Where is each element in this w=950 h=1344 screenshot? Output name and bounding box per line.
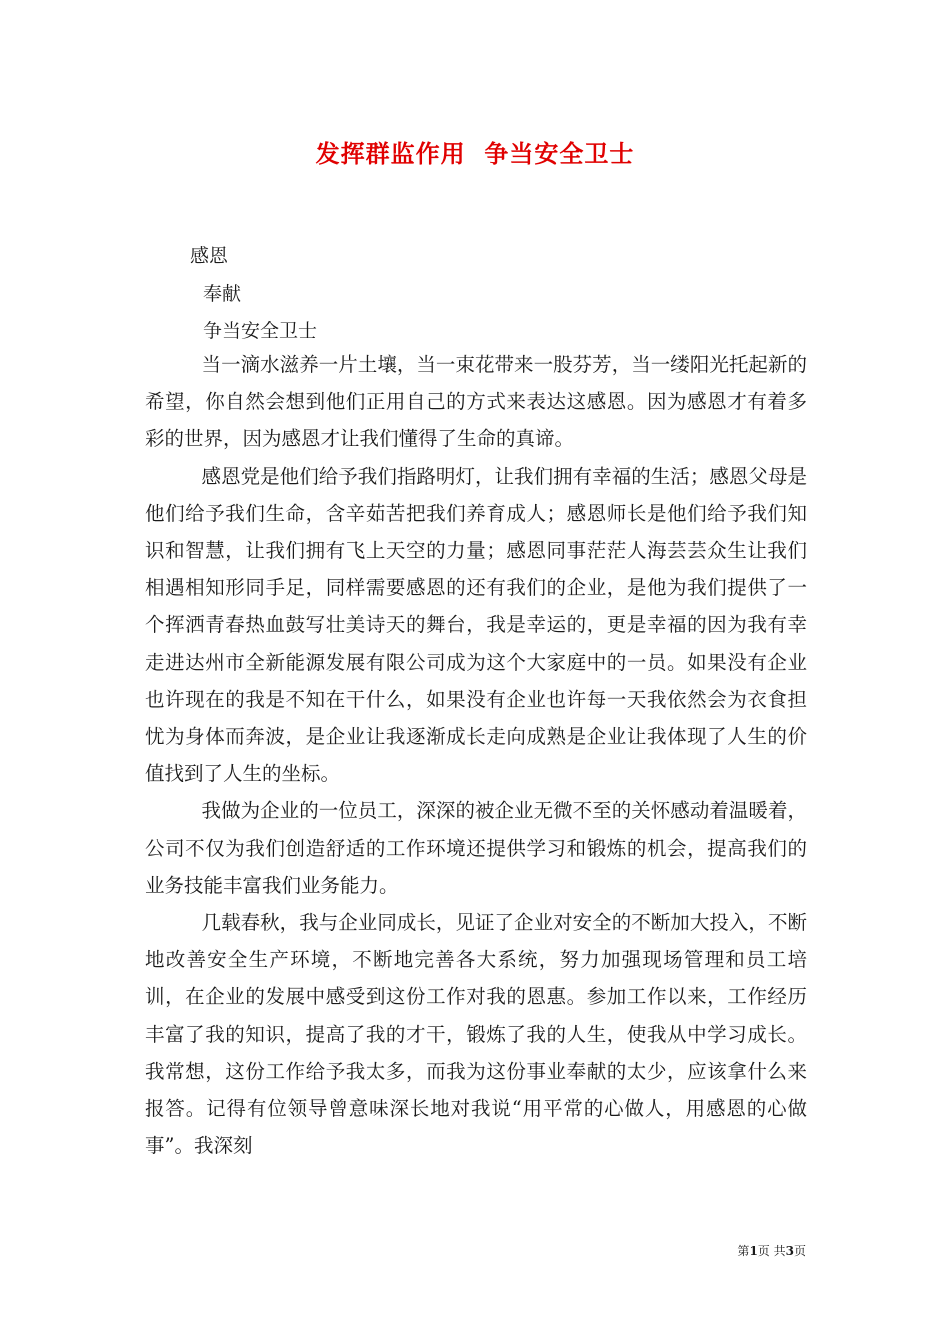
page-footer [737,1243,806,1259]
footer-suffix: 页 [793,1244,806,1258]
paragraph: 当一滴水滋养一片土壤，当一束花带来一股芬芳，当一缕阳光托起新的希望，你自然会想到他们正用自己的方式来表达这感恩。因为感恩才有着多彩的世界，因为感恩才让我们懂得了生命的真谛。 [145,353,807,451]
heading-gratitude: 感恩 [190,245,229,267]
page-title: 发挥群监作用 争当安全卫士 [315,139,635,168]
heading-dedication: 奉献 [203,283,242,305]
heading-safety-guard: 争当安全卫士 [203,320,318,342]
paragraph: 感恩党是他们给予我们指路明灯，让我们拥有幸福的生活；感恩父母是他们给予我们生命，含辛茹苦把我们养育成人；感恩师长是他们给予我们知识和智慧，让我们拥有飞上天空的力量；感恩同事茫茫人海芸芸众生让我们相遇相知形同手足，同样需要感恩的还有我们的企业，是他为我们提供了一个挥洒青春热血鼓写壮美诗天的舞台，我是幸运的，更是幸福的因为我有幸走进达州市全新能源发展有限公司成为这个大家庭中的一员。如果没有企业也许现在的我是不知在干什么，如果没有企业也许每一天我依然会为衣食担忧为身体而奔波，是企业让我逐渐成长走向成熟是企业让我体现了人生的价值找到了人生的坐标。 [145,464,807,786]
footer-total-pages: 3 [785,1244,794,1258]
paragraph: 我做为企业的一位员工，深深的被企业无微不至的关怀感动着温暖着，公司不仅为我们创造舒适的工作环境还提供学习和锻炼的机会，提高我们的业务技能丰富我们业务能力。 [145,799,807,897]
body-text [145,346,807,1164]
footer-prefix: 第 [737,1244,750,1258]
paragraph: 几载春秋，我与企业同成长，见证了企业对安全的不断加大投入，不断地改善安全生产环境，不断地完善各大系统，努力加强现场管理和员工培训，在企业的发展中感受到这份工作对我的恩惠。参加工作以来，工作经历丰富了我的知识，提高了我的才干，锻炼了我的人生，使我从中学习成长。我常想，这份工作给予我太多，而我为这份事业奉献的太少，应该拿什么来报答。记得有位领导曾意味深长地对我说“用平常的心做人，用感恩的心做事”。我深刻 [145,911,807,1158]
footer-page-number: 1 [749,1244,758,1258]
footer-middle: 页 共 [757,1244,786,1258]
